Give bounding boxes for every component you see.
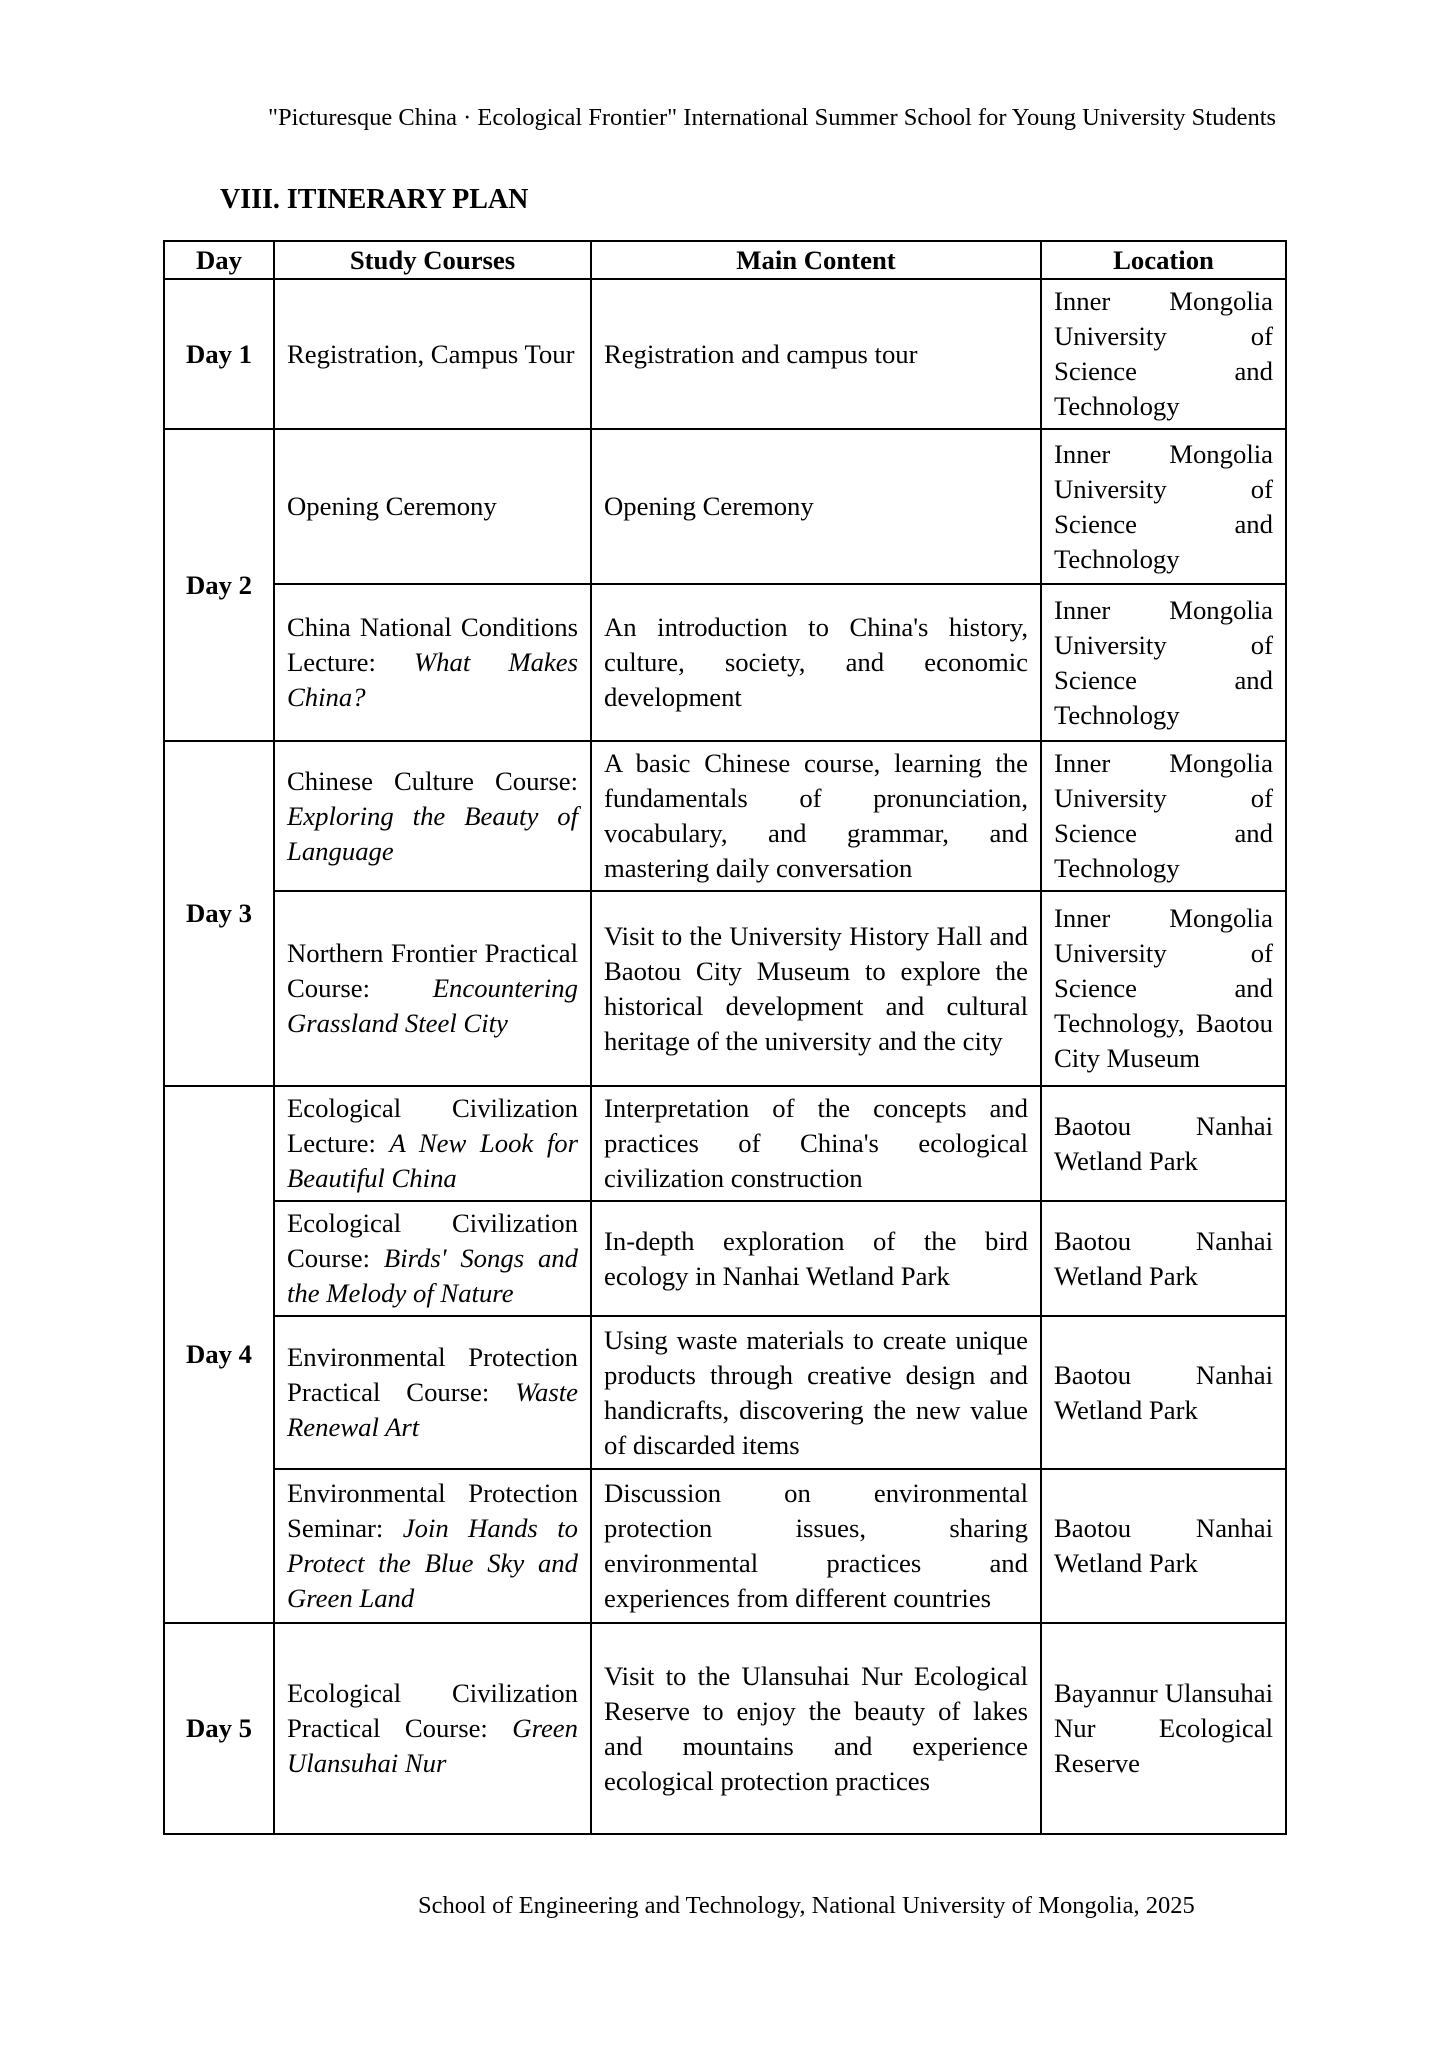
course-title-italic: What Makes China? [287,647,578,712]
content-cell: Opening Ceremony [591,429,1041,584]
table-row [164,1316,1286,1469]
course-title-italic: Exploring the Beauty of Language [287,800,578,866]
content-cell: Discussion on environmental protection issues, sharing environmental practices and experiences from different countries [591,1469,1041,1623]
location-cell: Baotou Nanhai Wetland Park [1041,1086,1286,1201]
day-cell: Day 4 [164,1086,274,1623]
course-title-prefix: Opening Ceremony [287,491,497,521]
course-title-italic: Birds' Songs and the Melody of Nature [287,1243,578,1308]
course-cell [274,1316,591,1469]
course-cell [274,1469,591,1623]
table-row [164,1623,1286,1834]
course-title-prefix: Ecological Civilization Course: [287,1208,578,1273]
course-title-italic: A New Look for Beautiful China [287,1128,578,1193]
day-cell: Day 2 [164,429,274,741]
course-cell [274,584,591,741]
course-title-prefix: Registration, Campus Tour [287,338,575,369]
content-cell: An introduction to China's history, culture, society, and economic development [591,584,1041,741]
content-cell: Registration and campus tour [591,279,1041,429]
table-row [164,741,1286,891]
day-cell: Day 3 [164,741,274,1086]
course-cell [274,1623,591,1834]
course-title-italic: Encountering Grassland Steel City [287,973,578,1038]
course-cell [274,279,591,429]
course-cell [274,741,591,891]
location-cell: Baotou Nanhai Wetland Park [1041,1316,1286,1469]
section-title: VIII. ITINERARY PLAN [220,184,529,215]
column-header-location: Location [1041,241,1286,279]
content-cell: A basic Chinese course, learning the fundamentals of pronunciation, vocabulary, and grammar, and mastering daily conversation [591,741,1041,891]
column-header-main-content: Main Content [591,241,1041,279]
content-cell: Interpretation of the concepts and practices of China's ecological civilization construction [591,1086,1041,1201]
course-cell [274,1201,591,1316]
document-header: "Picturesque China · Ecological Frontier" International Summer School for Young University Students [268,104,1277,131]
course-title-prefix: China National Conditions Lecture: [287,612,578,677]
day-cell: Day 1 [164,279,274,429]
table-row [164,429,1286,584]
column-header-day: Day [164,241,274,279]
content-cell: Visit to the Ulansuhai Nur Ecological Reserve to enjoy the beauty of lakes and mountains and experience ecological protection practices [591,1623,1041,1834]
location-cell: Inner Mongolia University of Science and Technology, Baotou City Museum [1041,891,1286,1086]
course-title-italic: Waste Renewal Art [287,1377,578,1442]
table-row [164,1201,1286,1316]
course-cell [274,429,591,584]
course-title-italic: Green Ulansuhai Nur [287,1713,578,1778]
table-row [164,1469,1286,1623]
location-cell: Baotou Nanhai Wetland Park [1041,1201,1286,1316]
content-cell: Visit to the University History Hall and Baotou City Museum to explore the historical development and cultural heritage of the university and the city [591,891,1041,1086]
course-title-italic: Join Hands to Protect the Blue Sky and Green Land [287,1513,578,1613]
course-title-prefix: Chinese Culture Course: [287,765,578,796]
day-cell: Day 5 [164,1623,274,1834]
table-row [164,279,1286,429]
table-header-row [164,241,1286,279]
itinerary-table [163,240,1287,1835]
location-cell: Inner Mongolia University of Science and Technology [1041,429,1286,584]
location-cell: Inner Mongolia University of Science and Technology [1041,279,1286,429]
course-title-prefix: Environmental Protection Seminar: [287,1478,578,1543]
course-title-prefix: Environmental Protection Practical Course: [287,1342,578,1407]
content-cell: Using waste materials to create unique products through creative design and handicrafts, discovering the new value of discarded items [591,1316,1041,1469]
course-title-prefix: Ecological Civilization Practical Course: [287,1678,578,1743]
location-cell: Inner Mongolia University of Science and Technology [1041,741,1286,891]
content-cell: In-depth exploration of the bird ecology in Nanhai Wetland Park [591,1201,1041,1316]
course-cell [274,891,591,1086]
location-cell: Bayannur Ulansuhai Nur Ecological Reserve [1041,1623,1286,1834]
table-row [164,891,1286,1086]
course-title-prefix: Ecological Civilization Lecture: [287,1093,578,1158]
table-row [164,1086,1286,1201]
location-cell: Baotou Nanhai Wetland Park [1041,1469,1286,1623]
course-title-prefix: Northern Frontier Practical Course: [287,938,578,1003]
location-cell: Inner Mongolia University of Science and Technology [1041,584,1286,741]
course-cell [274,1086,591,1201]
document-footer: School of Engineering and Technology, National University of Mongolia, 2025 [418,1892,1195,1919]
table-row [164,584,1286,741]
column-header-study-courses: Study Courses [274,241,591,279]
